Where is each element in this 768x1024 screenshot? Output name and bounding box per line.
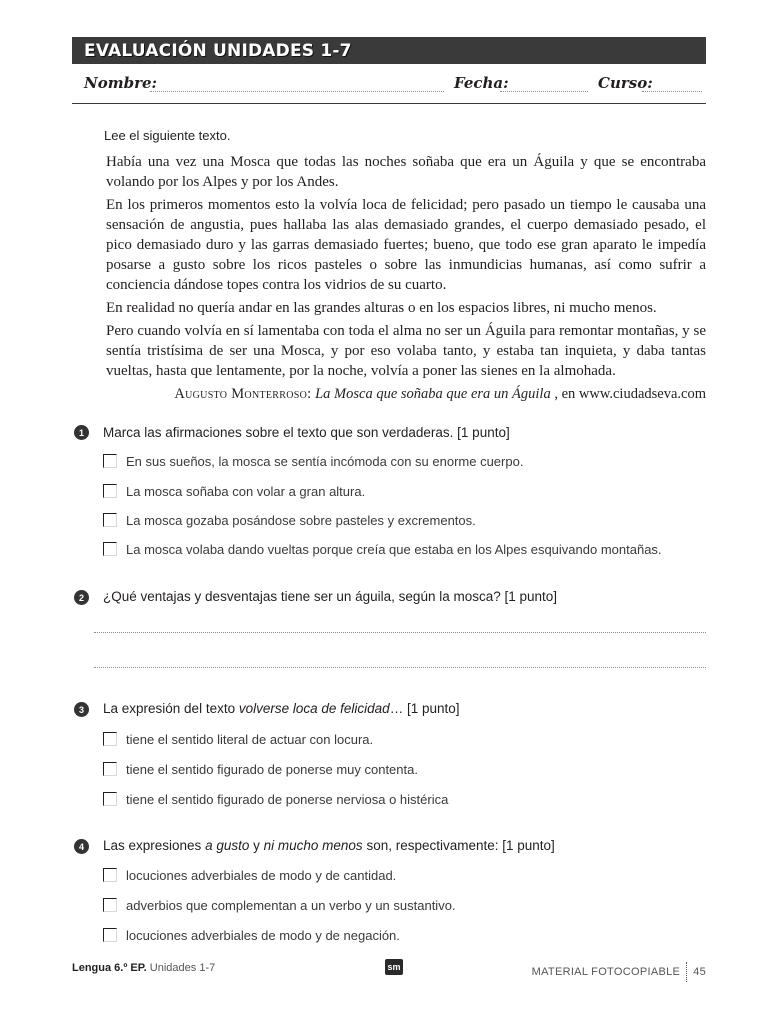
date-label: Fecha: bbox=[454, 74, 509, 92]
question-1-option[interactable] bbox=[103, 452, 523, 470]
question-text-part: La expresión del texto bbox=[103, 701, 239, 716]
question-1-option[interactable] bbox=[103, 540, 662, 558]
checkbox[interactable] bbox=[103, 762, 117, 776]
option-label: locuciones adverbiales de modo y de cantidad. bbox=[126, 867, 397, 883]
student-info-row bbox=[72, 66, 706, 104]
attribution-source: , en www.ciudadseva.com bbox=[554, 386, 706, 402]
question-3-option[interactable] bbox=[103, 760, 418, 778]
question-4-option[interactable] bbox=[103, 866, 396, 884]
option-label: locuciones adverbiales de modo y de negación. bbox=[126, 927, 400, 943]
passage-attribution bbox=[106, 384, 706, 404]
question-text-part: … [1 punto] bbox=[389, 701, 460, 716]
question-2-number: 2 bbox=[74, 590, 89, 605]
title-band bbox=[72, 37, 706, 64]
checkbox[interactable] bbox=[103, 792, 117, 806]
footer-book-info bbox=[72, 962, 215, 974]
passage-paragraph: En los primeros momentos esto la volvía loca de felicidad; pero pasado un tiempo le causaba una sensación de angustia, pues hallaba las alas demasiado grandes, el cuerpo demasiado pesado, el pico demasiado duro y las garras demasiado fuertes; bueno, que todo ese gran aparato le impedía posarse a gusto sobre los ricos pasteles o sobre las inmundicias humanas, así como sufrir a conciencia dándose topes contra los vidrios de su cuarto. bbox=[106, 197, 706, 293]
answer-line[interactable] bbox=[94, 667, 706, 668]
option-label: En sus sueños, la mosca se sentía incómoda con su enorme cuerpo. bbox=[126, 453, 524, 469]
question-3-number: 3 bbox=[74, 702, 89, 717]
checkbox[interactable] bbox=[103, 542, 117, 556]
footer-divider bbox=[686, 962, 687, 982]
question-text-part: y bbox=[249, 838, 264, 853]
footer-book: Lengua 6.º EP. bbox=[72, 962, 147, 974]
course-field[interactable] bbox=[642, 91, 702, 92]
date-field[interactable] bbox=[500, 91, 588, 92]
question-text-italic: a gusto bbox=[205, 838, 250, 853]
question-4-number: 4 bbox=[74, 839, 89, 854]
question-1-option[interactable] bbox=[103, 511, 476, 529]
question-text-part: son, respectivamente: [1 punto] bbox=[362, 838, 555, 853]
checkbox[interactable] bbox=[103, 868, 117, 882]
option-label: La mosca volaba dando vueltas porque creía que estaba en los Alpes esquivando montañas. bbox=[126, 541, 662, 557]
question-text-part: Las expresiones bbox=[103, 838, 206, 853]
question-text-italic: ni mucho menos bbox=[263, 838, 363, 853]
question-4-option[interactable] bbox=[103, 926, 400, 944]
reading-instruction: Lee el siguiente texto. bbox=[104, 128, 231, 143]
question-3-option[interactable] bbox=[103, 730, 373, 748]
question-text-italic: volverse loca de felicidad bbox=[238, 701, 390, 716]
footer-units: Unidades 1-7 bbox=[146, 962, 216, 974]
course-label: Curso: bbox=[598, 74, 653, 92]
answer-line[interactable] bbox=[94, 632, 706, 633]
question-1-text: Marca las afirmaciones sobre el texto que son verdaderas. [1 punto] bbox=[103, 425, 510, 440]
question-3-option[interactable] bbox=[103, 790, 448, 808]
attribution-work: La Mosca que soñaba que era un Águila bbox=[315, 386, 551, 402]
footer-right bbox=[532, 962, 706, 982]
checkbox[interactable] bbox=[103, 928, 117, 942]
checkbox[interactable] bbox=[103, 484, 117, 498]
question-3-text bbox=[103, 701, 459, 716]
publisher-logo: sm bbox=[385, 959, 403, 975]
attribution-author: Augusto Monterroso: bbox=[174, 386, 312, 402]
name-label: Nombre: bbox=[84, 74, 158, 92]
option-label: tiene el sentido literal de actuar con locura. bbox=[126, 731, 374, 747]
question-4-option[interactable] bbox=[103, 896, 456, 914]
option-label: La mosca gozaba posándose sobre pasteles y excrementos. bbox=[126, 512, 476, 528]
option-label: tiene el sentido figurado de ponerse muy contenta. bbox=[126, 761, 418, 777]
page-number: 45 bbox=[693, 966, 706, 978]
question-1-option[interactable] bbox=[103, 482, 365, 500]
checkbox[interactable] bbox=[103, 898, 117, 912]
passage-paragraph: Había una vez una Mosca que todas las noches soñaba que era un Águila y que se encontraba volando por los Alpes y por los Andes. bbox=[106, 154, 706, 190]
passage-paragraph: En realidad no quería andar en las grandes alturas o en los espacios libres, ni mucho menos. bbox=[106, 300, 657, 316]
option-label: La mosca soñaba con volar a gran altura. bbox=[126, 483, 366, 499]
option-label: adverbios que complementan a un verbo y un sustantivo. bbox=[126, 897, 456, 913]
passage-paragraph: Pero cuando volvía en sí lamentaba con toda el alma no ser un Águila para remontar montañas, y se sentía tristísima de ser una Mosca, y por eso volaba tanto, y estaba tan inquieta, y daba tantas vueltas, hasta que lentamente, por la noche, volvía a poner las sienes en la almohada. bbox=[106, 323, 706, 379]
checkbox[interactable] bbox=[103, 513, 117, 527]
question-2-text: ¿Qué ventajas y desventajas tiene ser un águila, según la mosca? [1 punto] bbox=[103, 589, 558, 604]
question-1-number: 1 bbox=[74, 425, 89, 440]
checkbox[interactable] bbox=[103, 732, 117, 746]
footer-material: MATERIAL FOTOCOPIABLE bbox=[531, 966, 681, 978]
option-label: tiene el sentido figurado de ponerse nerviosa o histérica bbox=[126, 791, 449, 807]
reading-passage bbox=[106, 152, 706, 404]
page-title: EVALUACIÓN UNIDADES 1-7 bbox=[84, 40, 352, 61]
name-field[interactable] bbox=[150, 91, 444, 92]
question-4-text bbox=[103, 838, 555, 853]
checkbox[interactable] bbox=[103, 454, 117, 468]
